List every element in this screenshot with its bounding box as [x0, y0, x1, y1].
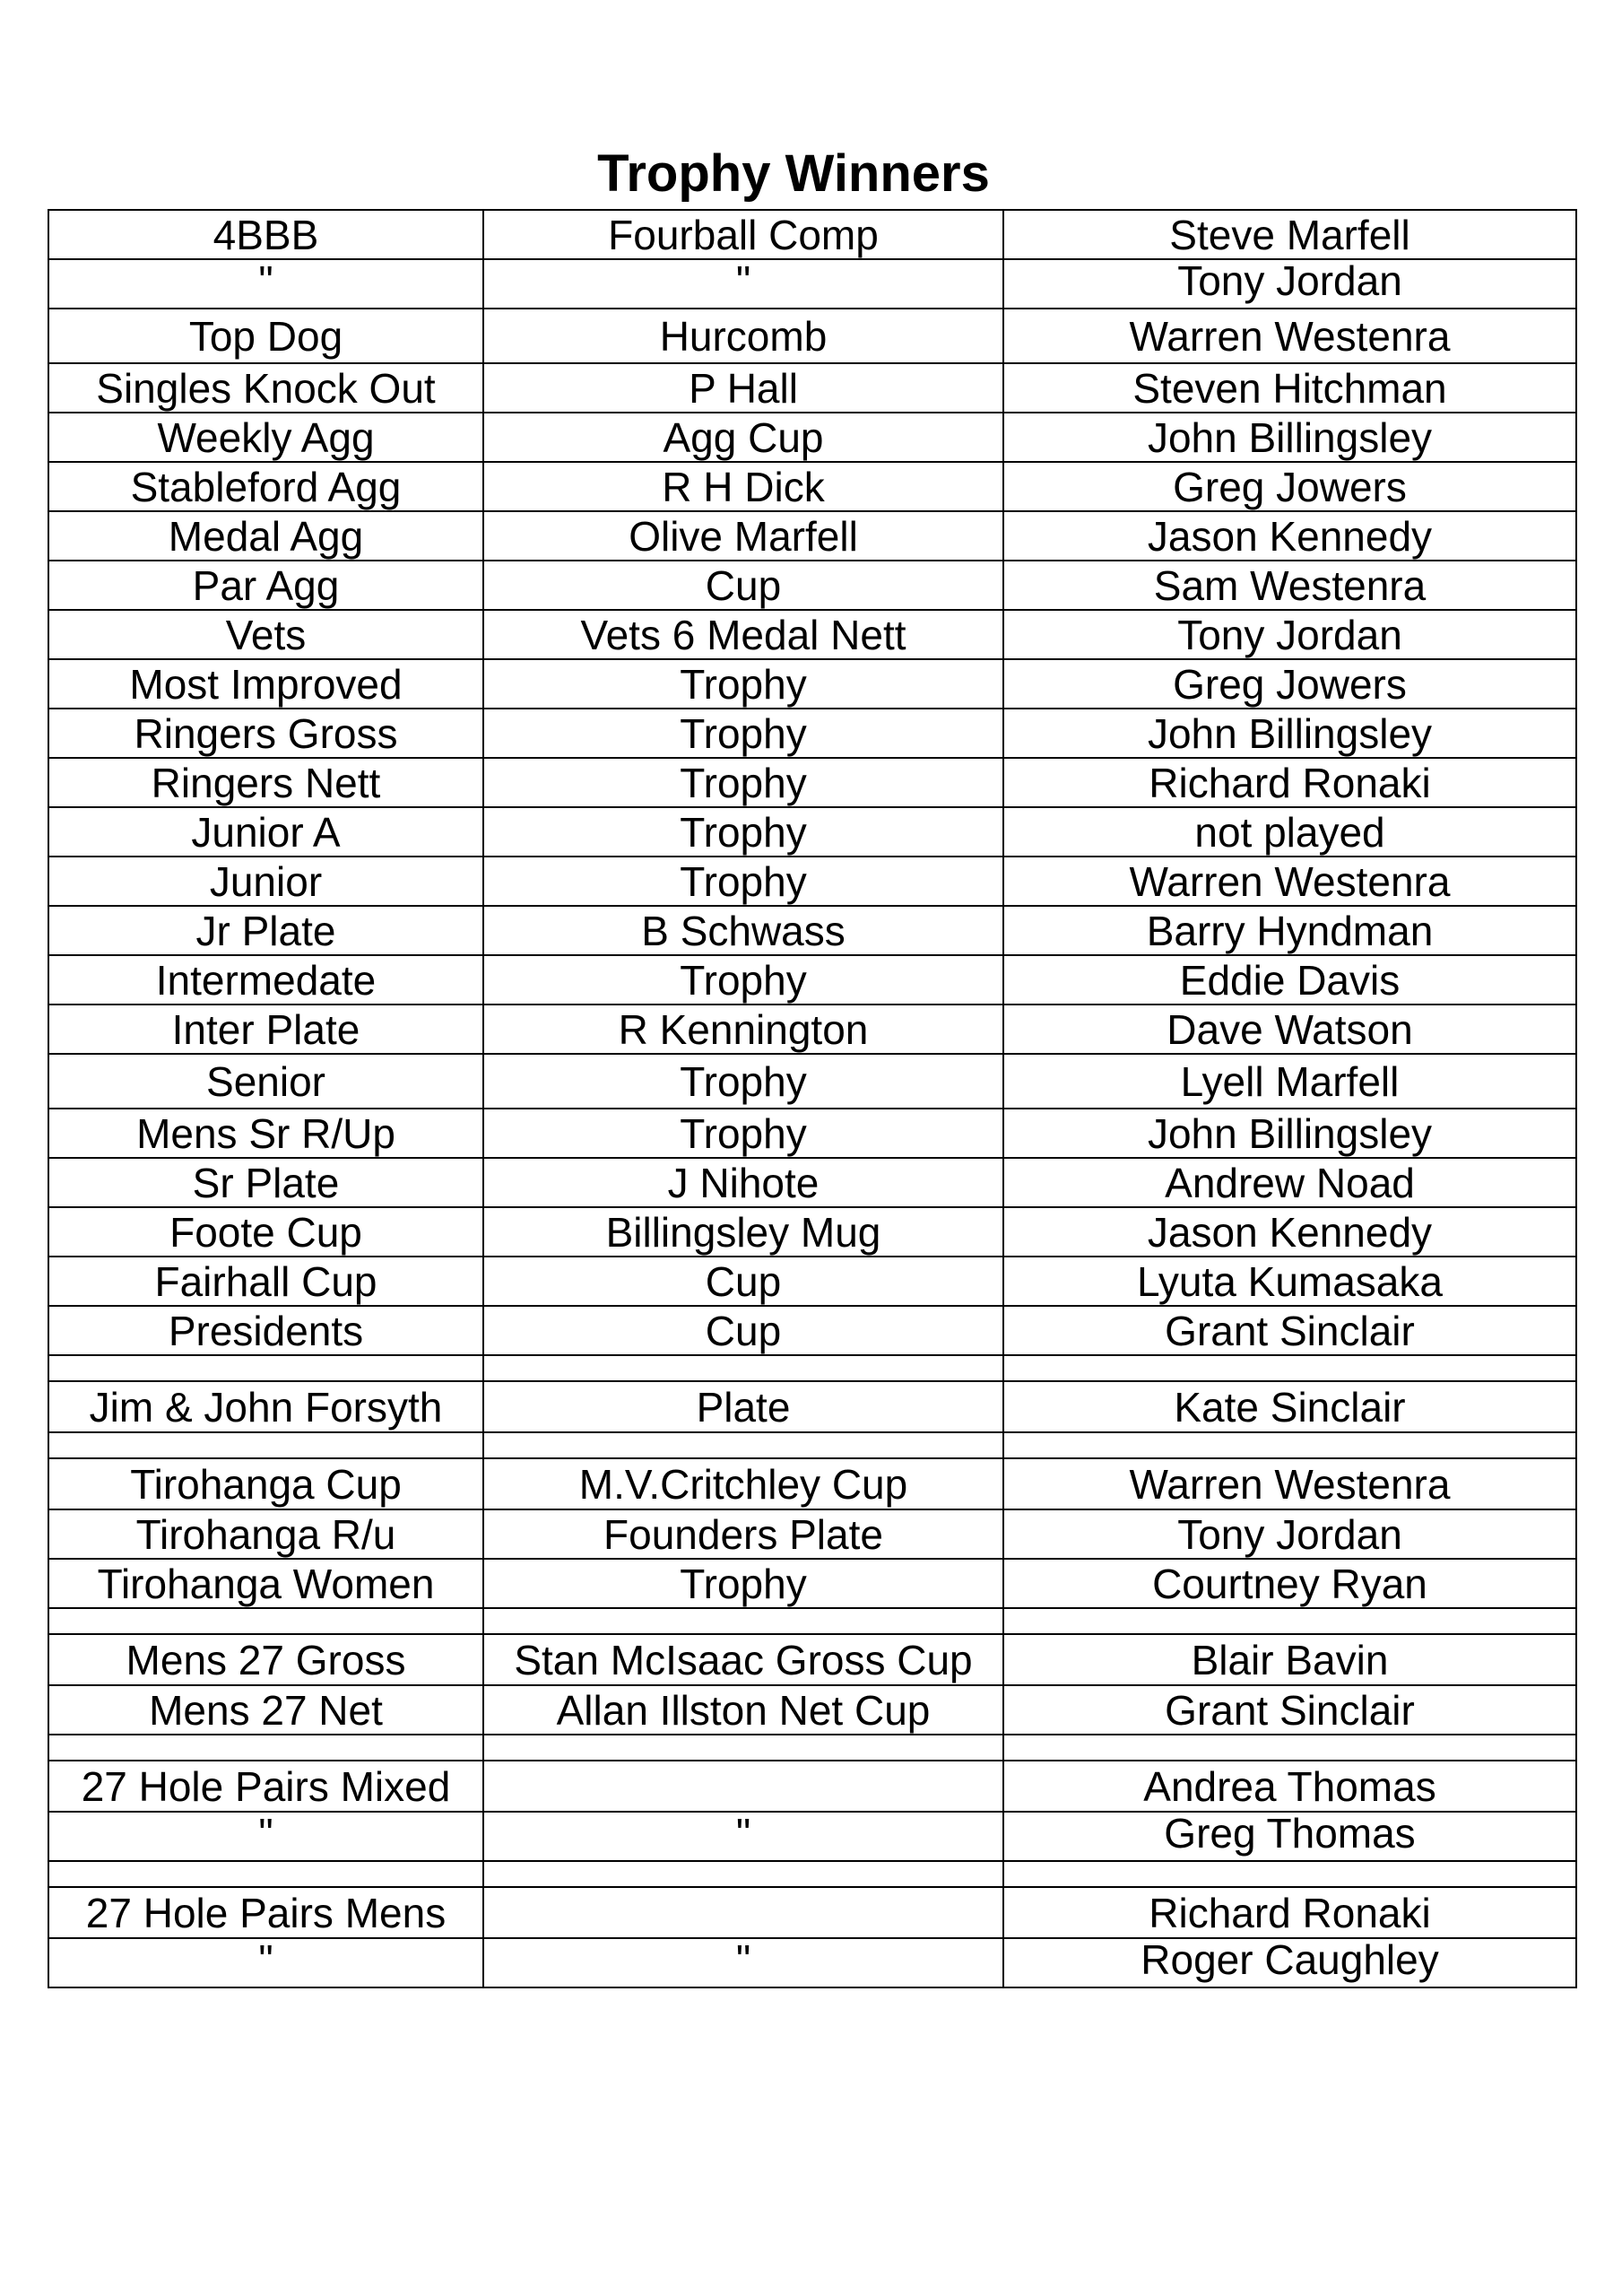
winner-cell: John Billingsley	[1003, 709, 1576, 758]
table-row	[48, 1054, 1576, 1109]
table-row	[48, 511, 1576, 561]
winner-cell: Warren Westenra	[1003, 857, 1576, 906]
trophy-cell: J Nihote	[483, 1158, 1003, 1207]
table-row	[48, 807, 1576, 857]
winner-cell	[1003, 1432, 1576, 1458]
trophy-cell	[483, 1355, 1003, 1381]
event-cell: Sr Plate	[48, 1158, 483, 1207]
winner-cell: Tony Jordan	[1003, 1509, 1576, 1559]
winner-cell: Andrea Thomas	[1003, 1761, 1576, 1812]
table-row	[48, 462, 1576, 511]
table-row	[48, 709, 1576, 758]
event-cell: Foote Cup	[48, 1207, 483, 1257]
trophy-cell	[483, 1432, 1003, 1458]
winner-cell: Jason Kennedy	[1003, 1207, 1576, 1257]
winner-cell: Grant Sinclair	[1003, 1306, 1576, 1355]
trophy-cell: M.V.Critchley Cup	[483, 1458, 1003, 1509]
trophy-cell	[483, 1608, 1003, 1634]
event-cell: Ringers Gross	[48, 709, 483, 758]
event-cell: Mens Sr R/Up	[48, 1109, 483, 1158]
winner-cell: Lyell Marfell	[1003, 1054, 1576, 1109]
event-cell: Top Dog	[48, 309, 483, 363]
trophy-cell: Trophy	[483, 955, 1003, 1004]
event-cell: Jim & John Forsyth	[48, 1381, 483, 1432]
winner-cell: Blair Bavin	[1003, 1634, 1576, 1685]
event-cell: Tirohanga Cup	[48, 1458, 483, 1509]
table-row	[48, 259, 1576, 309]
table-row	[48, 1432, 1576, 1458]
event-cell: Tirohanga R/u	[48, 1509, 483, 1559]
event-cell: "	[48, 1938, 483, 1987]
table-row	[48, 1306, 1576, 1355]
table-row	[48, 210, 1576, 259]
event-cell: Tirohanga Women	[48, 1559, 483, 1608]
trophy-cell: B Schwass	[483, 906, 1003, 955]
winner-cell: Jason Kennedy	[1003, 511, 1576, 561]
table-row	[48, 1608, 1576, 1634]
trophy-cell: Olive Marfell	[483, 511, 1003, 561]
event-cell: 27 Hole Pairs Mixed	[48, 1761, 483, 1812]
winner-cell: Barry Hyndman	[1003, 906, 1576, 955]
winner-cell: Courtney Ryan	[1003, 1559, 1576, 1608]
table-row	[48, 857, 1576, 906]
trophy-cell: Allan Illston Net Cup	[483, 1685, 1003, 1735]
event-cell: Intermedate	[48, 955, 483, 1004]
event-cell: "	[48, 259, 483, 309]
table-row	[48, 363, 1576, 413]
trophy-cell: Stan McIsaac Gross Cup	[483, 1634, 1003, 1685]
event-cell	[48, 1608, 483, 1634]
winner-cell: Roger Caughley	[1003, 1938, 1576, 1987]
event-cell: 4BBB	[48, 210, 483, 259]
trophy-cell: Fourball Comp	[483, 210, 1003, 259]
event-cell: Stableford Agg	[48, 462, 483, 511]
table-row	[48, 1761, 1576, 1812]
table-row	[48, 1109, 1576, 1158]
event-cell: Jr Plate	[48, 906, 483, 955]
table-body	[48, 210, 1576, 1987]
event-cell	[48, 1355, 483, 1381]
event-cell: Inter Plate	[48, 1004, 483, 1054]
trophy-cell: Trophy	[483, 1109, 1003, 1158]
winner-cell: Warren Westenra	[1003, 309, 1576, 363]
event-cell	[48, 1735, 483, 1761]
event-cell: "	[48, 1812, 483, 1861]
event-cell: Junior	[48, 857, 483, 906]
trophy-cell: Founders Plate	[483, 1509, 1003, 1559]
table-row	[48, 906, 1576, 955]
trophy-cell: Trophy	[483, 659, 1003, 709]
trophy-cell: Cup	[483, 1257, 1003, 1306]
trophy-cell: P Hall	[483, 363, 1003, 413]
page-title: Trophy Winners	[597, 144, 990, 203]
table-row	[48, 955, 1576, 1004]
winner-cell: John Billingsley	[1003, 1109, 1576, 1158]
trophy-cell: "	[483, 1938, 1003, 1987]
winner-cell: Tony Jordan	[1003, 610, 1576, 659]
table-row	[48, 1685, 1576, 1735]
winner-cell: Greg Jowers	[1003, 462, 1576, 511]
trophy-cell: "	[483, 1812, 1003, 1861]
trophy-cell: Cup	[483, 561, 1003, 610]
event-cell: Vets	[48, 610, 483, 659]
table-row	[48, 1634, 1576, 1685]
winner-cell: Grant Sinclair	[1003, 1685, 1576, 1735]
table-row	[48, 1381, 1576, 1432]
table-row	[48, 1207, 1576, 1257]
event-cell: Ringers Nett	[48, 758, 483, 807]
trophy-cell: Cup	[483, 1306, 1003, 1355]
table-row	[48, 1509, 1576, 1559]
trophy-cell: Trophy	[483, 857, 1003, 906]
table-row	[48, 1812, 1576, 1861]
table-row	[48, 1458, 1576, 1509]
trophy-winners-table	[48, 209, 1577, 1988]
trophy-cell: Trophy	[483, 709, 1003, 758]
event-cell: Mens 27 Gross	[48, 1634, 483, 1685]
table-row	[48, 758, 1576, 807]
event-cell	[48, 1432, 483, 1458]
winner-cell: Richard Ronaki	[1003, 1887, 1576, 1938]
event-cell: Weekly Agg	[48, 413, 483, 462]
table-row	[48, 1559, 1576, 1608]
trophy-cell	[483, 1735, 1003, 1761]
trophy-cell: "	[483, 259, 1003, 309]
table-row	[48, 1158, 1576, 1207]
trophy-cell: Plate	[483, 1381, 1003, 1432]
table-row	[48, 1735, 1576, 1761]
winner-cell: Andrew Noad	[1003, 1158, 1576, 1207]
winner-cell: Greg Thomas	[1003, 1812, 1576, 1861]
table-row	[48, 1887, 1576, 1938]
event-cell: Presidents	[48, 1306, 483, 1355]
trophy-cell	[483, 1887, 1003, 1938]
event-cell: Medal Agg	[48, 511, 483, 561]
table-row	[48, 413, 1576, 462]
event-cell: Par Agg	[48, 561, 483, 610]
event-cell: Junior A	[48, 807, 483, 857]
winner-cell	[1003, 1861, 1576, 1887]
trophy-cell: R Kennington	[483, 1004, 1003, 1054]
winner-cell: Steve Marfell	[1003, 210, 1576, 259]
table-row	[48, 1004, 1576, 1054]
trophy-cell: R H Dick	[483, 462, 1003, 511]
event-cell	[48, 1861, 483, 1887]
trophy-cell: Trophy	[483, 1054, 1003, 1109]
winner-cell: John Billingsley	[1003, 413, 1576, 462]
trophy-cell: Billingsley Mug	[483, 1207, 1003, 1257]
event-cell: Senior	[48, 1054, 483, 1109]
winner-cell: Dave Watson	[1003, 1004, 1576, 1054]
winner-cell: Greg Jowers	[1003, 659, 1576, 709]
trophy-cell: Vets 6 Medal Nett	[483, 610, 1003, 659]
winner-cell: Warren Westenra	[1003, 1458, 1576, 1509]
event-cell: Fairhall Cup	[48, 1257, 483, 1306]
winner-cell	[1003, 1608, 1576, 1634]
winner-cell: not played	[1003, 807, 1576, 857]
table-row	[48, 659, 1576, 709]
table-row	[48, 1257, 1576, 1306]
trophy-cell: Agg Cup	[483, 413, 1003, 462]
table-row	[48, 610, 1576, 659]
winner-cell: Tony Jordan	[1003, 259, 1576, 309]
winner-cell: Sam Westenra	[1003, 561, 1576, 610]
trophy-cell	[483, 1861, 1003, 1887]
table-row	[48, 309, 1576, 363]
event-cell: Most Improved	[48, 659, 483, 709]
table-row	[48, 561, 1576, 610]
winner-cell: Eddie Davis	[1003, 955, 1576, 1004]
winner-cell: Richard Ronaki	[1003, 758, 1576, 807]
event-cell: Mens 27 Net	[48, 1685, 483, 1735]
winner-cell: Steven Hitchman	[1003, 363, 1576, 413]
winner-cell	[1003, 1735, 1576, 1761]
event-cell: 27 Hole Pairs Mens	[48, 1887, 483, 1938]
event-cell: Singles Knock Out	[48, 363, 483, 413]
table-row	[48, 1938, 1576, 1987]
trophy-cell: Trophy	[483, 1559, 1003, 1608]
trophy-cell	[483, 1761, 1003, 1812]
winner-cell: Lyuta Kumasaka	[1003, 1257, 1576, 1306]
table-row	[48, 1861, 1576, 1887]
winner-cell: Kate Sinclair	[1003, 1381, 1576, 1432]
trophy-cell: Trophy	[483, 807, 1003, 857]
table-row	[48, 1355, 1576, 1381]
trophy-cell: Trophy	[483, 758, 1003, 807]
trophy-cell: Hurcomb	[483, 309, 1003, 363]
winner-cell	[1003, 1355, 1576, 1381]
